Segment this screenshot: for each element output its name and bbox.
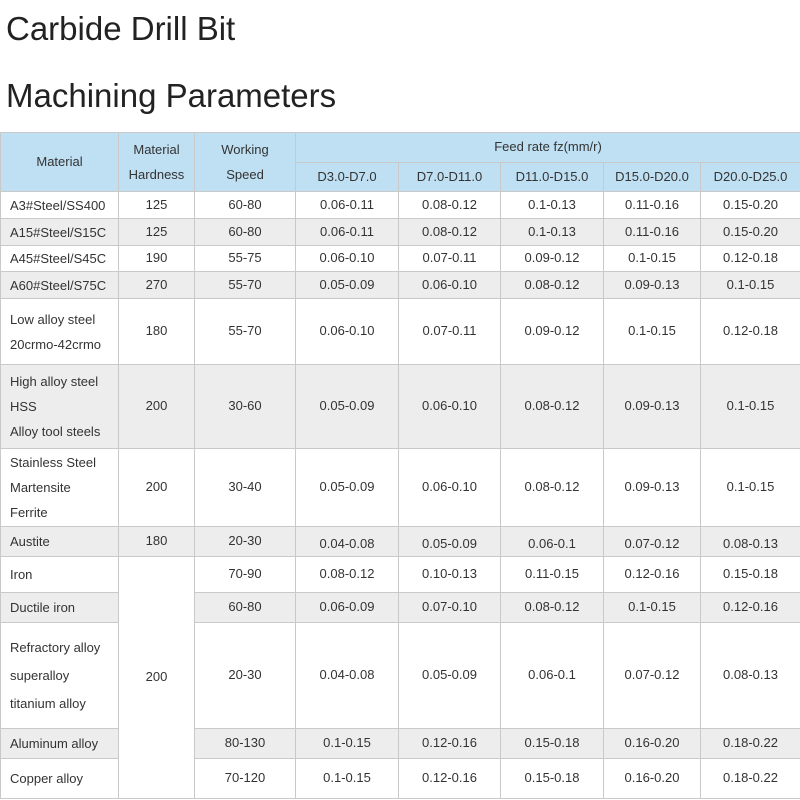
hardness-cell: 190 <box>119 246 195 272</box>
feed-cell: 0.05-0.09 <box>399 623 501 729</box>
feed-cell: 0.1-0.15 <box>701 365 800 449</box>
material-line: Alloy tool steels <box>10 424 101 439</box>
header-range: D3.0-D7.0 <box>296 163 399 192</box>
feed-cell: 0.1-0.15 <box>701 272 800 299</box>
feed-cell: 0.15-0.20 <box>701 192 800 219</box>
header-hardness <box>119 133 195 192</box>
material-line: A60#Steel/S75C <box>10 277 107 293</box>
feed-cell: 0.07-0.10 <box>399 593 501 623</box>
feed-cell: 0.06-0.10 <box>399 449 501 527</box>
feed-cell: 0.05-0.09 <box>296 449 399 527</box>
feed-cell: 0.06-0.1 <box>501 527 604 557</box>
header-material: Material <box>1 133 119 192</box>
material-line: A45#Steel/S45C <box>10 251 107 266</box>
speed-cell: 80-130 <box>195 729 296 759</box>
material-line: titanium alloy <box>10 695 86 711</box>
material-cell <box>1 272 119 299</box>
material-line: High alloy steel <box>10 374 99 389</box>
feed-cell: 0.11-0.16 <box>604 192 701 219</box>
header-range: D11.0-D15.0 <box>501 163 604 192</box>
feed-cell: 0.06-0.09 <box>296 593 399 623</box>
feed-cell: 0.16-0.20 <box>604 759 701 799</box>
feed-cell: 0.08-0.13 <box>701 623 800 729</box>
material-cell <box>1 527 119 557</box>
feed-cell: 0.18-0.22 <box>701 759 800 799</box>
material-cell <box>1 557 119 593</box>
feed-cell: 0.15-0.20 <box>701 219 800 246</box>
feed-cell: 0.09-0.13 <box>604 365 701 449</box>
material-cell <box>1 449 119 527</box>
machining-parameters-table <box>0 132 800 799</box>
header-speed <box>195 133 296 192</box>
feed-cell: 0.1-0.15 <box>604 593 701 623</box>
feed-cell: 0.16-0.20 <box>604 729 701 759</box>
page-subtitle: Machining Parameters <box>6 77 337 114</box>
material-line: A3#Steel/SS400 <box>10 197 106 213</box>
speed-cell: 30-40 <box>195 449 296 527</box>
hardness-cell: 200 <box>119 449 195 527</box>
header-speed-line: Speed <box>226 167 264 182</box>
table-row <box>1 299 800 365</box>
feed-cell: 0.06-0.10 <box>399 272 501 299</box>
material-line: Aluminum alloy <box>10 736 99 751</box>
feed-cell: 0.12-0.16 <box>701 593 800 623</box>
header-hardness-line: Material <box>133 142 180 157</box>
material-line: Copper alloy <box>10 771 83 786</box>
speed-cell: 60-80 <box>195 192 296 219</box>
hardness-cell: 125 <box>119 219 195 246</box>
table-row <box>1 527 800 557</box>
material-cell <box>1 623 119 729</box>
feed-cell: 0.06-0.11 <box>296 219 399 246</box>
feed-cell: 0.15-0.18 <box>501 729 604 759</box>
header-hardness-line: Hardness <box>128 167 185 182</box>
feed-cell: 0.1-0.15 <box>604 299 701 365</box>
feed-cell: 0.05-0.09 <box>399 527 501 557</box>
hardness-cell: 125 <box>119 192 195 219</box>
feed-cell: 0.1-0.15 <box>604 246 701 272</box>
feed-cell: 0.1-0.13 <box>501 192 604 219</box>
feed-cell: 0.09-0.13 <box>604 449 701 527</box>
feed-cell: 0.09-0.12 <box>501 246 604 272</box>
feed-cell: 0.1-0.13 <box>501 219 604 246</box>
material-cell <box>1 593 119 623</box>
table-row <box>1 365 800 449</box>
feed-cell: 0.04-0.08 <box>296 623 399 729</box>
page-title: Carbide Drill Bit <box>6 10 236 47</box>
feed-cell: 0.11-0.15 <box>501 557 604 593</box>
feed-cell: 0.08-0.12 <box>501 593 604 623</box>
hardness-cell: 270 <box>119 272 195 299</box>
table-row <box>1 192 800 219</box>
feed-cell: 0.04-0.08 <box>296 527 399 557</box>
feed-cell: 0.1-0.15 <box>701 449 800 527</box>
table-row <box>1 272 800 299</box>
speed-cell: 70-120 <box>195 759 296 799</box>
feed-cell: 0.05-0.09 <box>296 365 399 449</box>
speed-cell: 60-80 <box>195 593 296 623</box>
material-cell <box>1 299 119 365</box>
feed-cell: 0.07-0.11 <box>399 246 501 272</box>
material-line: Low alloy steel <box>10 311 96 327</box>
material-cell <box>1 246 119 272</box>
material-cell <box>1 759 119 799</box>
feed-cell: 0.06-0.11 <box>296 192 399 219</box>
feed-cell: 0.06-0.10 <box>399 365 501 449</box>
feed-cell: 0.05-0.09 <box>296 272 399 299</box>
feed-cell: 0.18-0.22 <box>701 729 800 759</box>
speed-cell: 55-70 <box>195 272 296 299</box>
feed-cell: 0.08-0.12 <box>296 557 399 593</box>
material-line: Refractory alloy <box>10 639 101 655</box>
header-range: D7.0-D11.0 <box>399 163 501 192</box>
table-row <box>1 449 800 527</box>
feed-cell: 0.08-0.12 <box>501 272 604 299</box>
feed-cell: 0.15-0.18 <box>701 557 800 593</box>
material-line: 20crmo-42crmo <box>10 336 102 352</box>
material-cell <box>1 219 119 246</box>
feed-cell: 0.1-0.15 <box>296 729 399 759</box>
hardness-cell-merged: 200 <box>119 557 195 799</box>
feed-cell: 0.12-0.18 <box>701 246 800 272</box>
feed-cell: 0.08-0.12 <box>501 449 604 527</box>
material-line: Ductile iron <box>10 600 76 615</box>
feed-cell: 0.12-0.16 <box>604 557 701 593</box>
feed-cell: 0.08-0.13 <box>701 527 800 557</box>
feed-cell: 0.12-0.18 <box>701 299 800 365</box>
feed-cell: 0.06-0.10 <box>296 246 399 272</box>
table-row <box>1 219 800 246</box>
feed-cell: 0.08-0.12 <box>501 365 604 449</box>
material-cell <box>1 729 119 759</box>
material-line: Ferrite <box>10 505 48 520</box>
material-line: Martensite <box>10 480 71 495</box>
material-line: HSS <box>10 399 37 414</box>
header-feed-rate: Feed rate fz(mm/r) <box>296 133 800 163</box>
feed-cell: 0.06-0.10 <box>296 299 399 365</box>
header-range: D20.0-D25.0 <box>701 163 800 192</box>
hardness-cell: 180 <box>119 527 195 557</box>
material-cell <box>1 365 119 449</box>
table-row <box>1 557 800 593</box>
material-line: Austite <box>10 534 50 549</box>
feed-cell: 0.09-0.13 <box>604 272 701 299</box>
speed-cell: 20-30 <box>195 527 296 557</box>
material-line: Iron <box>10 567 33 582</box>
feed-cell: 0.08-0.12 <box>399 219 501 246</box>
header-range: D15.0-D20.0 <box>604 163 701 192</box>
feed-cell: 0.15-0.18 <box>501 759 604 799</box>
speed-cell: 30-60 <box>195 365 296 449</box>
table-row <box>1 246 800 272</box>
material-line: superalloy <box>10 667 70 683</box>
feed-cell: 0.07-0.11 <box>399 299 501 365</box>
feed-cell: 0.09-0.12 <box>501 299 604 365</box>
speed-cell: 55-70 <box>195 299 296 365</box>
feed-cell: 0.1-0.15 <box>296 759 399 799</box>
header-speed-line: Working <box>221 142 269 157</box>
feed-cell: 0.10-0.13 <box>399 557 501 593</box>
hardness-cell: 180 <box>119 299 195 365</box>
material-line: Stainless Steel <box>10 455 96 470</box>
material-cell <box>1 192 119 219</box>
speed-cell: 70-90 <box>195 557 296 593</box>
feed-cell: 0.07-0.12 <box>604 623 701 729</box>
feed-cell: 0.12-0.16 <box>399 759 501 799</box>
feed-cell: 0.07-0.12 <box>604 527 701 557</box>
material-line: A15#Steel/S15C <box>10 224 107 240</box>
hardness-cell: 200 <box>119 365 195 449</box>
speed-cell: 20-30 <box>195 623 296 729</box>
speed-cell: 55-75 <box>195 246 296 272</box>
feed-cell: 0.11-0.16 <box>604 219 701 246</box>
feed-cell: 0.12-0.16 <box>399 729 501 759</box>
feed-cell: 0.06-0.1 <box>501 623 604 729</box>
speed-cell: 60-80 <box>195 219 296 246</box>
feed-cell: 0.08-0.12 <box>399 192 501 219</box>
